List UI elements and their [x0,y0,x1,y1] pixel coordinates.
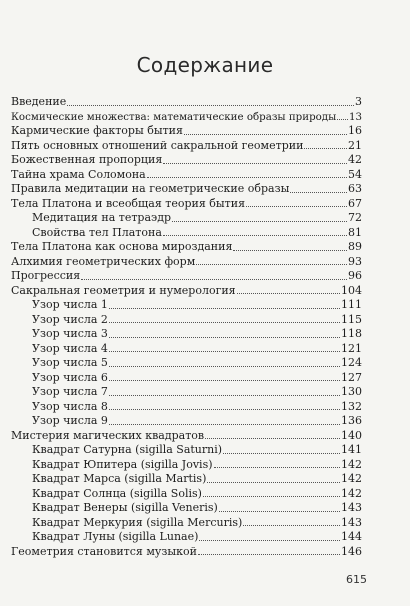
toc-entry [11,400,362,415]
page-number: 615 [346,573,367,586]
toc-entry [11,153,362,168]
toc-entry-page: 132 [341,399,362,413]
toc-entry [11,284,362,299]
toc-entry-page: 81 [348,225,362,239]
toc-entry-page: 42 [348,153,362,166]
toc-entry-title: Узор числа 8 [32,399,108,413]
dot-leader [163,235,347,236]
toc-entry [11,168,362,183]
toc-entry [11,313,362,328]
toc-entry-title: Прогрессия [11,269,81,282]
dot-leader [109,380,340,381]
dot-leader [109,424,340,425]
dot-leader [196,264,347,265]
toc-entry-title: Мистерия магических квадратов [11,428,205,442]
toc-entry-title: Медитация на тетраэдр [32,211,172,224]
toc-entry-title: Квадрат Юпитера (sigilla Jovis) [32,457,213,471]
toc-entry [11,95,362,110]
dot-leader [172,221,347,222]
toc-entry-title: Узор числа 7 [32,385,108,398]
toc-entry-title: Тела Платона и всеобщая теория бытия [11,196,246,210]
toc-entry [11,443,362,458]
toc-entry [11,516,362,531]
toc-entry [11,545,362,560]
toc-entry-page: 143 [341,515,362,529]
toc-entry-title: Квадрат Марса (sigilla Martis) [32,472,207,485]
toc-entry-title: Узор числа 9 [32,414,108,427]
toc-entry-title: Правила медитации на геометрические образы [11,182,290,195]
toc-entry-title: Алхимия геометрических форм [11,254,196,268]
toc-entry [11,182,362,197]
toc-entry-title: Квадрат Сатурна (sigilla Saturni) [32,443,223,456]
toc-entry-title: Сакральная геометрия и нумерология [11,283,236,297]
dot-leader [198,554,340,555]
toc-entry-title: Свойства тел Платона [32,225,162,239]
toc-entry [11,501,362,516]
toc-entry-title: Божественная пропорция [11,153,163,166]
dot-leader [199,540,340,541]
toc-entry-page: 54 [348,167,362,181]
toc-entry-page: 72 [348,211,362,224]
dot-leader [219,511,340,512]
dot-leader [109,366,340,367]
toc-entry [11,139,362,154]
toc-entry [11,226,362,241]
toc-entry-page: 67 [348,196,362,210]
toc-entry [11,197,362,212]
toc-entry [11,414,362,429]
toc-entry [11,240,362,255]
toc-entry [11,472,362,487]
dot-leader [207,482,340,483]
toc-entry-title: Узор числа 4 [32,341,108,355]
toc-entry-title: Кармические факторы бытия [11,124,183,137]
toc-entry-page: 118 [341,327,362,340]
toc-entry-page: 111 [341,298,362,311]
dot-leader [290,192,347,193]
toc-entry [11,327,362,342]
toc-entry-page: 142 [341,472,362,485]
toc-entry-title: Тайна храма Соломона [11,167,146,181]
toc-entry [11,458,362,473]
toc-entry-title: Узор числа 6 [32,370,108,384]
dot-leader [237,293,340,294]
dot-leader [163,163,347,164]
toc-entry-title: Узор числа 3 [32,327,108,340]
dot-leader [109,322,340,323]
dot-leader [246,206,347,207]
toc-entry [11,298,362,313]
toc-entry-title: Квадрат Луны (sigilla Lunae) [32,530,199,543]
toc-entry-page: 121 [341,341,362,355]
toc-entry-page: 142 [341,486,362,500]
toc-entry-page: 93 [348,254,362,268]
toc-entry-title: Пять основных отношений сакральной геометрии [11,138,304,152]
dot-leader [205,438,340,439]
toc-entry-page: 115 [341,312,362,326]
dot-leader [304,148,347,149]
toc-entry-page: 63 [348,182,362,195]
dot-leader [67,105,354,106]
toc-entry-page: 141 [341,443,362,456]
toc-entry [11,211,362,226]
dot-leader [109,395,340,396]
toc-entry-page: 144 [341,530,362,543]
toc-entry-page: 96 [348,269,362,282]
dot-leader [243,525,340,526]
dot-leader [109,351,340,352]
toc-entry [11,530,362,545]
toc-entry [11,487,362,502]
dot-leader [147,177,347,178]
toc-entry [11,124,362,139]
toc-entry-page: 104 [341,283,362,297]
toc-entry-page: 140 [341,428,362,442]
table-of-contents [11,95,362,559]
toc-entry-title: Узор числа 5 [32,356,108,369]
toc-entry [11,371,362,386]
toc-entry-page: 3 [355,95,362,108]
toc-entry-page: 127 [341,370,362,384]
toc-entry [11,269,362,284]
dot-leader [109,337,340,338]
toc-entry-page: 16 [348,124,362,137]
dot-leader [233,250,347,251]
toc-entry [11,385,362,400]
toc-entry-page: 142 [341,457,362,471]
toc-entry-title: Геометрия становится музыкой [11,544,197,558]
toc-entry-page: 89 [348,240,362,253]
toc-entry-title: Космические множества: математические образы природы [11,110,337,123]
toc-entry [11,342,362,357]
toc-entry-title: Введение [11,95,67,108]
toc-entry-page: 143 [341,501,362,514]
toc-entry [11,110,362,125]
toc-entry-title: Квадрат Меркурия (sigilla Mercuris) [32,515,243,529]
dot-leader [81,279,347,280]
dot-leader [337,119,348,120]
toc-entry-title: Тела Платона как основа мироздания [11,240,233,253]
dot-leader [203,496,340,497]
toc-entry-page: 21 [348,138,362,152]
toc-entry-title: Узор числа 2 [32,312,108,326]
dot-leader [214,467,340,468]
dot-leader [184,134,347,135]
dot-leader [109,308,340,309]
toc-entry-page: 13 [348,110,362,123]
toc-entry-title: Узор числа 1 [32,298,108,311]
toc-entry-title: Квадрат Солнца (sigilla Solis) [32,486,202,500]
toc-entry-title: Квадрат Венеры (sigilla Veneris) [32,501,218,514]
toc-entry-page: 136 [341,414,362,427]
toc-entry [11,429,362,444]
toc-entry [11,356,362,371]
toc-entry-page: 124 [341,356,362,369]
toc-entry-page: 146 [341,544,362,558]
toc-entry-page: 130 [341,385,362,398]
page-title: Содержание [136,53,274,78]
dot-leader [223,453,340,454]
dot-leader [109,409,340,410]
toc-entry [11,255,362,270]
